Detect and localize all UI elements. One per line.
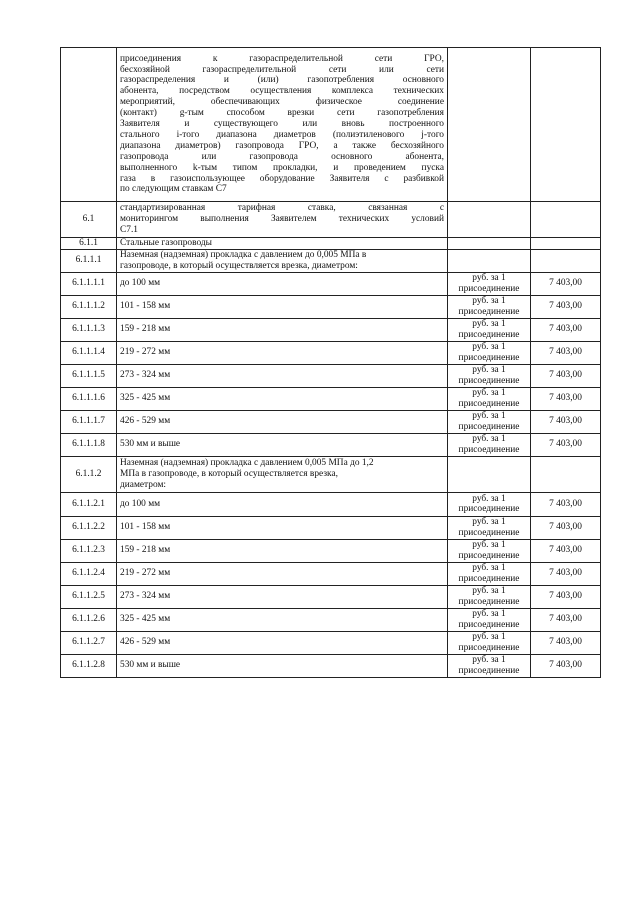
unit-line: присоединение <box>458 444 520 455</box>
row-name: 426 - 529 мм <box>117 410 448 433</box>
table-row <box>61 631 601 654</box>
intro-num-cell <box>61 48 117 202</box>
row-name: 159 - 218 мм <box>117 318 448 341</box>
row-unit <box>448 433 531 456</box>
row-name: 530 мм и выше <box>117 654 448 677</box>
row-unit <box>448 608 531 631</box>
intro-line: выполненного k-тым типом прокладки, и проведением пуска <box>120 162 444 173</box>
empty-unit-cell <box>448 202 531 238</box>
row-name: 101 - 158 мм <box>117 295 448 318</box>
row-name: 325 - 425 мм <box>117 608 448 631</box>
unit-line: руб. за 1 <box>472 517 506 527</box>
intro-unit-cell <box>448 48 531 202</box>
intro-line: бесхозяйной газораспределительной сети или сети <box>120 64 444 75</box>
section-row-6-1-1-1 <box>61 249 601 272</box>
row-num: 6.1.1.2.7 <box>61 631 117 654</box>
unit-line: руб. за 1 <box>472 655 506 665</box>
unit-line: руб. за 1 <box>472 540 506 550</box>
unit-line: присоединение <box>458 642 520 653</box>
row-num: 6.1.1.1.8 <box>61 433 117 456</box>
empty-price-cell <box>531 202 601 238</box>
row-name: 273 - 324 мм <box>117 585 448 608</box>
unit-line: руб. за 1 <box>472 586 506 596</box>
intro-text-cell <box>117 48 448 202</box>
section-line: стандартизированная тарифная ставка, связанная с <box>120 203 444 214</box>
table-row <box>61 562 601 585</box>
row-num: 6.1.1.1.4 <box>61 341 117 364</box>
table-row <box>61 387 601 410</box>
intro-line: мероприятий, обеспечивающих физическое соединение <box>120 97 444 108</box>
row-price: 7 403,00 <box>531 387 601 410</box>
section-line: С7.1 <box>120 224 138 235</box>
row-price: 7 403,00 <box>531 539 601 562</box>
table-row <box>61 654 601 677</box>
unit-line: присоединение <box>458 596 520 607</box>
unit-line: присоединение <box>458 306 520 317</box>
row-unit <box>448 341 531 364</box>
section-text-cell <box>117 249 448 272</box>
row-price: 7 403,00 <box>531 585 601 608</box>
row-name: 219 - 272 мм <box>117 341 448 364</box>
unit-line: присоединение <box>458 573 520 584</box>
unit-line: присоединение <box>458 665 520 676</box>
unit-line: присоединение <box>458 375 520 386</box>
section-num: 6.1.1.1 <box>61 249 117 272</box>
row-price: 7 403,00 <box>531 272 601 295</box>
row-price: 7 403,00 <box>531 631 601 654</box>
row-unit <box>448 492 531 516</box>
section-num: 6.1 <box>61 202 117 238</box>
row-name: 426 - 529 мм <box>117 631 448 654</box>
section-line: диаметром: <box>120 479 166 490</box>
unit-line: присоединение <box>458 329 520 340</box>
row-price: 7 403,00 <box>531 492 601 516</box>
empty-unit-cell <box>448 238 531 250</box>
unit-line: руб. за 1 <box>472 273 506 283</box>
intro-line: газораспределения и (или) газопотребления основного <box>120 75 444 86</box>
unit-line: присоединение <box>458 352 520 363</box>
section-text-cell <box>117 456 448 492</box>
intro-line: (контакт) g-тым способом врезки сети газопотребления <box>120 108 444 119</box>
row-price: 7 403,00 <box>531 433 601 456</box>
intro-line: газопровода или газопровода основного абонента, <box>120 151 444 162</box>
row-name: 159 - 218 мм <box>117 539 448 562</box>
empty-unit-cell <box>448 456 531 492</box>
table-row <box>61 341 601 364</box>
row-num: 6.1.1.1.1 <box>61 272 117 295</box>
intro-line: по следующим ставкам С7 <box>120 184 227 195</box>
unit-line: руб. за 1 <box>472 388 506 398</box>
intro-line: газа в газоиспользующее оборудование Заявителя с разбивкой <box>120 173 444 184</box>
section-line: Наземная (надземная) прокладка с давлением до 0,005 МПа в <box>120 250 367 260</box>
unit-line: присоединение <box>458 619 520 630</box>
row-num: 6.1.1.1.7 <box>61 410 117 433</box>
section-num: 6.1.1.2 <box>61 456 117 492</box>
table-row <box>61 433 601 456</box>
row-num: 6.1.1.2.5 <box>61 585 117 608</box>
row-price: 7 403,00 <box>531 516 601 539</box>
table-row <box>61 516 601 539</box>
row-num: 6.1.1.1.6 <box>61 387 117 410</box>
table-row <box>61 539 601 562</box>
row-num: 6.1.1.2.6 <box>61 608 117 631</box>
row-price: 7 403,00 <box>531 608 601 631</box>
table-row <box>61 410 601 433</box>
unit-line: руб. за 1 <box>472 411 506 421</box>
row-unit <box>448 539 531 562</box>
row-name: 219 - 272 мм <box>117 562 448 585</box>
table-row <box>61 608 601 631</box>
section-row-6-1 <box>61 202 601 238</box>
intro-price-cell <box>531 48 601 202</box>
unit-line: присоединение <box>458 527 520 538</box>
row-name: до 100 мм <box>117 272 448 295</box>
empty-unit-cell <box>448 249 531 272</box>
section-num: 6.1.1 <box>61 238 117 250</box>
unit-line: руб. за 1 <box>472 319 506 329</box>
table-row <box>61 585 601 608</box>
unit-line: руб. за 1 <box>472 365 506 375</box>
row-unit <box>448 516 531 539</box>
table-row <box>61 364 601 387</box>
row-num: 6.1.1.2.3 <box>61 539 117 562</box>
row-unit <box>448 364 531 387</box>
row-price: 7 403,00 <box>531 318 601 341</box>
intro-line: стального i-того диапазона диаметров (полиэтиленового j-того <box>120 129 444 140</box>
unit-line: присоединение <box>458 421 520 432</box>
row-num: 6.1.1.2.4 <box>61 562 117 585</box>
intro-line: диапазона диаметров) газопровода ГРО, а также бесхозяйного <box>120 140 444 151</box>
row-price: 7 403,00 <box>531 341 601 364</box>
row-num: 6.1.1.2.8 <box>61 654 117 677</box>
section-text-cell <box>117 202 448 238</box>
row-num: 6.1.1.1.5 <box>61 364 117 387</box>
section-line: газопроводе, в который осуществляется врезка, диаметром: <box>120 260 358 271</box>
table-row <box>61 492 601 516</box>
unit-line: руб. за 1 <box>472 296 506 306</box>
row-price: 7 403,00 <box>531 562 601 585</box>
row-num: 6.1.1.2.2 <box>61 516 117 539</box>
row-unit <box>448 272 531 295</box>
empty-price-cell <box>531 456 601 492</box>
intro-line: присоединения к газораспределительной сети ГРО, <box>120 53 444 64</box>
unit-line: руб. за 1 <box>472 342 506 352</box>
unit-line: руб. за 1 <box>472 563 506 573</box>
row-unit <box>448 295 531 318</box>
section-line: МПа в газопроводе, в который осуществляется врезка, <box>120 468 338 479</box>
row-name: 101 - 158 мм <box>117 516 448 539</box>
row-name: 273 - 324 мм <box>117 364 448 387</box>
section-row-6-1-1 <box>61 238 601 250</box>
row-unit <box>448 387 531 410</box>
row-unit <box>448 585 531 608</box>
unit-line: присоединение <box>458 504 520 515</box>
section-title: Стальные газопроводы <box>117 238 448 250</box>
row-num: 6.1.1.2.1 <box>61 492 117 516</box>
row-unit <box>448 318 531 341</box>
table-row <box>61 318 601 341</box>
row-unit <box>448 410 531 433</box>
row-price: 7 403,00 <box>531 410 601 433</box>
row-unit <box>448 631 531 654</box>
section-row-6-1-1-2 <box>61 456 601 492</box>
table-row <box>61 295 601 318</box>
intro-row <box>61 48 601 202</box>
unit-line: присоединение <box>458 398 520 409</box>
unit-line: руб. за 1 <box>472 493 506 504</box>
intro-line: абонента, посредством осуществления комплекса технических <box>120 86 444 97</box>
empty-price-cell <box>531 249 601 272</box>
row-name: 530 мм и выше <box>117 433 448 456</box>
row-unit <box>448 654 531 677</box>
row-name: до 100 мм <box>117 492 448 516</box>
tariff-table <box>60 47 601 678</box>
row-num: 6.1.1.1.3 <box>61 318 117 341</box>
empty-price-cell <box>531 238 601 250</box>
section-line: мониторингом выполнения Заявителем технических условий <box>120 214 444 225</box>
unit-line: присоединение <box>458 550 520 561</box>
row-price: 7 403,00 <box>531 295 601 318</box>
unit-line: руб. за 1 <box>472 609 506 619</box>
unit-line: руб. за 1 <box>472 632 506 642</box>
intro-line: Заявителя и существующего или вновь построенного <box>120 119 444 130</box>
unit-line: присоединение <box>458 283 520 294</box>
table-row <box>61 272 601 295</box>
unit-line: руб. за 1 <box>472 434 506 444</box>
row-num: 6.1.1.1.2 <box>61 295 117 318</box>
section-line: Наземная (надземная) прокладка с давлением 0,005 МПа до 1,2 <box>120 458 374 469</box>
row-price: 7 403,00 <box>531 364 601 387</box>
row-name: 325 - 425 мм <box>117 387 448 410</box>
row-unit <box>448 562 531 585</box>
row-price: 7 403,00 <box>531 654 601 677</box>
